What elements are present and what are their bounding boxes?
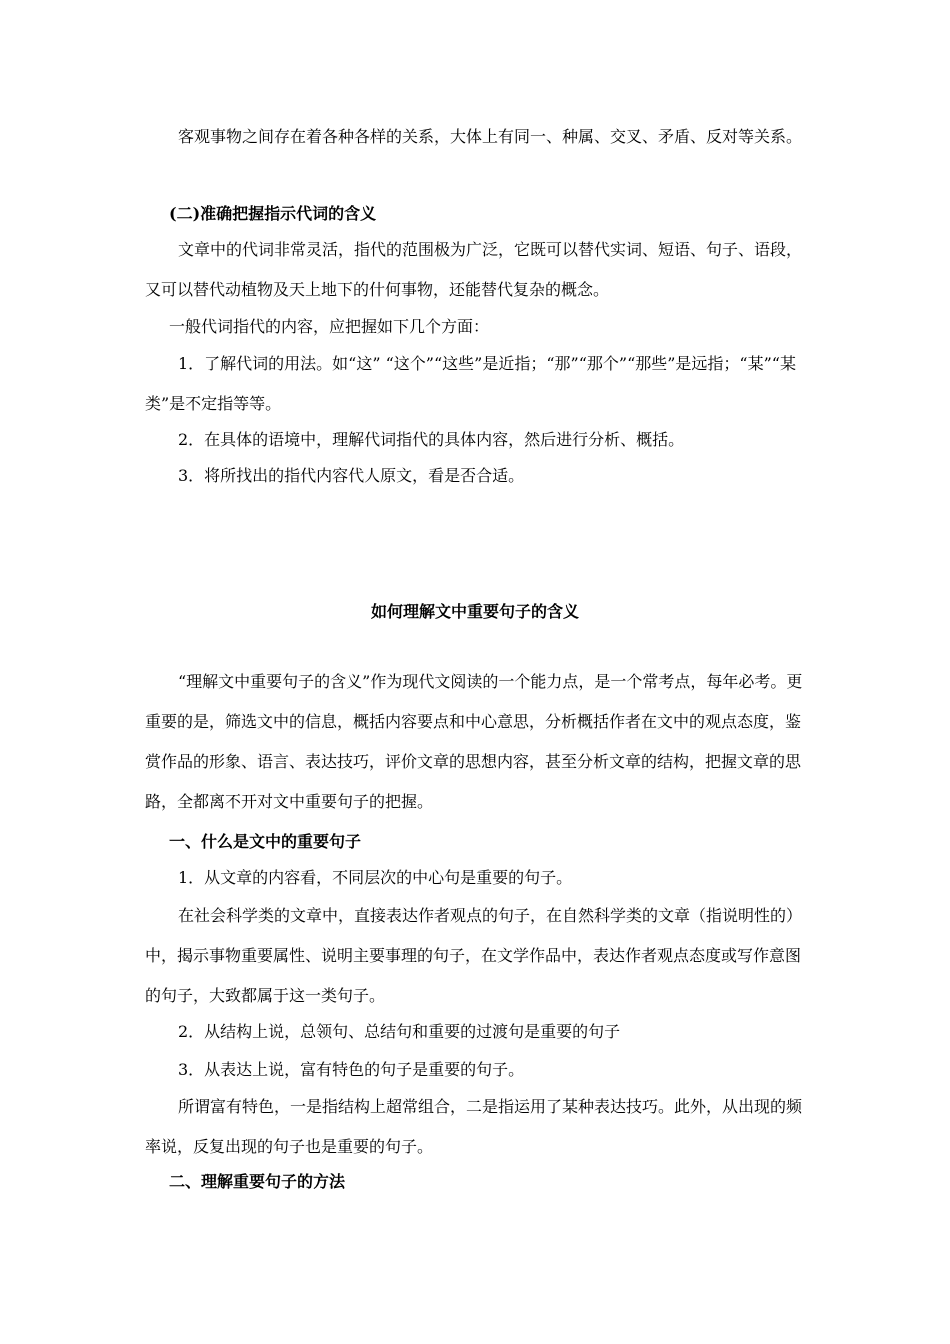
paragraph-special-features: 所谓富有特色，一是指结构上超常组合，二是指运用了某种表达技巧。此外，从出现的频率说，反复出现的句子也是重要的句子。 bbox=[145, 1097, 803, 1156]
heading-methods: 二、理解重要句子的方法 bbox=[169, 1172, 346, 1191]
list-item-expression: 3．从表达上说，富有特色的句子是重要的句子。 bbox=[178, 1060, 525, 1079]
heading-what-is-important: 一、什么是文中的重要句子 bbox=[169, 832, 362, 851]
list-item-content: 1．从文章的内容看，不同层次的中心句是重要的句子。 bbox=[178, 868, 573, 887]
paragraph-intro: “理解文中重要句子的含义”作为现代文阅读的一个能力点，是一个常考点，每年必考。更重要的是，筛选文中的信息，概括内容要点和中心意思，分析概括作者在文中的观点态度，鉴赏作品的形象、语言、表达技巧，评价文章的思想内容，甚至分析文章的结构，把握文章的思路，全都离不开对文中重要句子的把握。 bbox=[145, 672, 803, 811]
paragraph-relations: 客观事物之间存在着各种各样的关系，大体上有同一、种属、交叉、矛盾、反对等关系。 bbox=[178, 127, 803, 146]
list-item-usage: 1．了解代词的用法。如“这” “这个”“这些”是近指；“那”“那个”“那些”是远指；“某”“某类”是不定指等等。 bbox=[145, 354, 796, 413]
paragraph-general: 一般代词指代的内容，应把握如下几个方面： bbox=[169, 317, 490, 336]
paragraph-social-science: 在社会科学类的文章中，直接表达作者观点的句子，在自然科学类的文章（指说明性的）中，揭示事物重要属性、说明主要事理的句子，在文学作品中，表达作者观点态度或写作意图的句子，大致都属于这一类句子。 bbox=[145, 906, 803, 1005]
list-item-substitute: 3．将所找出的指代内容代人原文，看是否合适。 bbox=[178, 466, 525, 485]
paragraph-pronoun-flexible: 文章中的代词非常灵活，指代的范围极为广泛，它既可以替代实词、短语、句子、语段，又可以替代动植物及天上地下的什何事物，还能替代复杂的概念。 bbox=[145, 240, 803, 299]
heading-pronoun: (二)准确把握指示代词的含义 bbox=[169, 204, 377, 223]
section-title: 如何理解文中重要句子的含义 bbox=[370, 602, 579, 621]
list-item-context: 2．在具体的语境中，理解代词指代的具体内容，然后进行分析、概括。 bbox=[178, 430, 685, 449]
list-item-structure: 2．从结构上说，总领句、总结句和重要的过渡句是重要的句子 bbox=[178, 1022, 621, 1041]
